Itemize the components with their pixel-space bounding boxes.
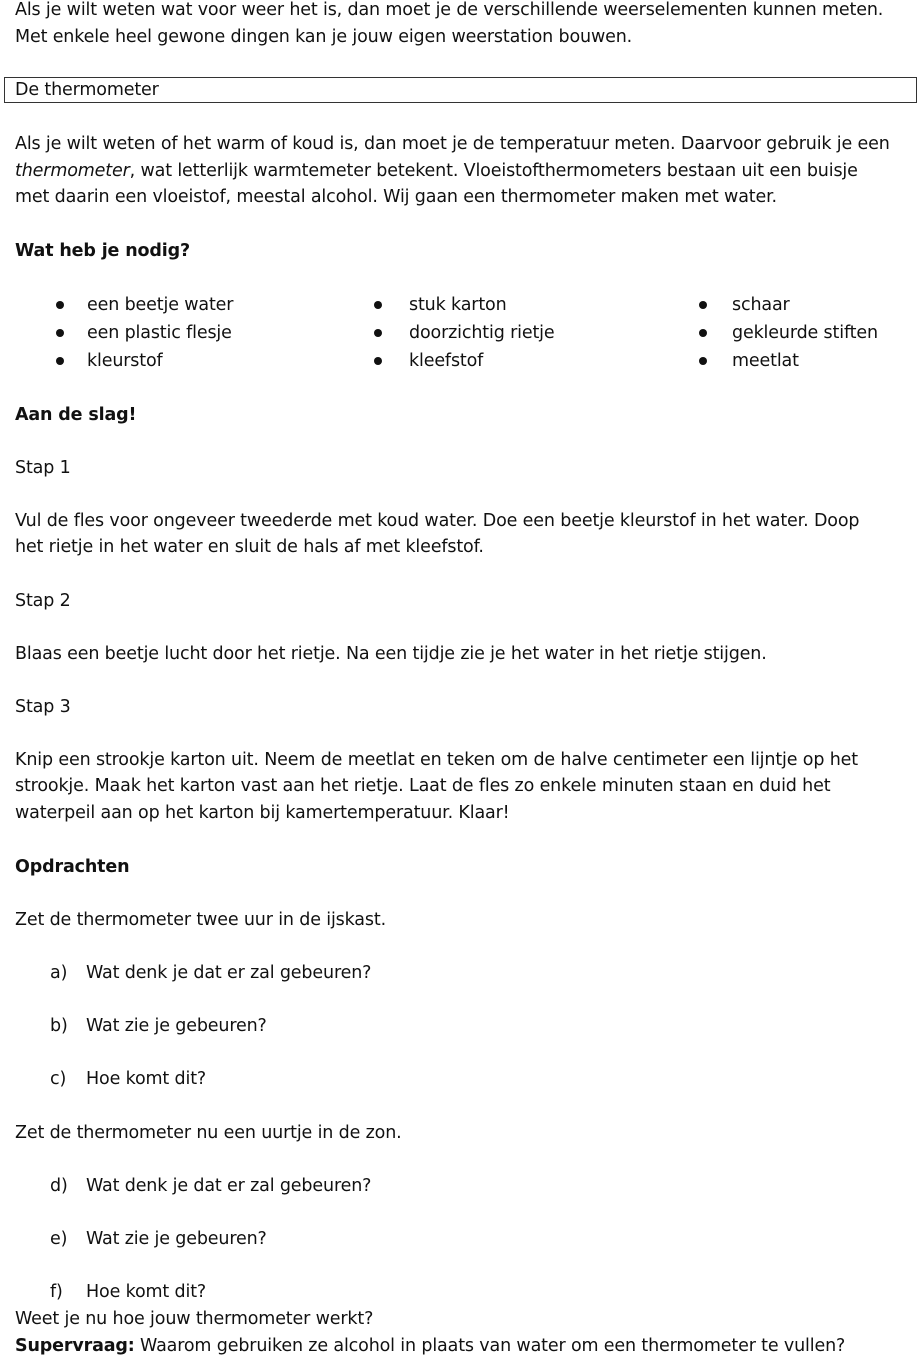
material-label: kleefstof — [409, 351, 484, 371]
step-1-text-line-2: het rietje in het water en sluit de hals af met kleefstof. — [15, 537, 484, 557]
question-item — [50, 1066, 206, 1092]
step-2-label: Stap 2 — [15, 591, 71, 611]
step-3-text-line-3: waterpeil aan op het karton bij kamertemperatuur. Klaar! — [15, 803, 510, 823]
material-label: stuk karton — [409, 295, 507, 315]
description-line-1: Als je wilt weten of het warm of koud is, dan moet je de temperatuur meten. Daarvoor gebruik je een — [15, 134, 890, 154]
section-title: De thermometer — [15, 80, 159, 100]
description-line-2 — [15, 158, 858, 184]
super-question-label: Supervraag: — [15, 1336, 135, 1356]
bullet-icon — [56, 357, 64, 365]
sun-intro: Zet de thermometer nu een uurtje in de zon. — [15, 1123, 402, 1143]
material-label: doorzichtig rietje — [409, 323, 555, 343]
bullet-icon — [374, 301, 382, 309]
question-text: Wat zie je gebeuren? — [86, 1016, 267, 1036]
question-letter: f) — [50, 1282, 63, 1302]
question-item — [50, 1173, 371, 1199]
bullet-icon — [699, 329, 707, 337]
step-1-text-line-1: Vul de fles voor ongeveer tweederde met koud water. Doe een beetje kleurstof in het water. Doop — [15, 511, 860, 531]
intro-line-2: Met enkele heel gewone dingen kan je jouw eigen weerstation bouwen. — [15, 27, 633, 47]
question-letter: e) — [50, 1229, 68, 1249]
instructions-heading: Aan de slag! — [15, 405, 137, 425]
super-question — [15, 1333, 845, 1359]
material-label: een plastic flesje — [87, 323, 232, 343]
material-label: meetlat — [732, 351, 799, 371]
closing-question: Weet je nu hoe jouw thermometer werkt? — [15, 1309, 374, 1329]
question-letter: a) — [50, 963, 68, 983]
question-text: Wat denk je dat er zal gebeuren? — [86, 963, 372, 983]
bullet-icon — [56, 301, 64, 309]
description-line-3: met daarin een vloeistof, meestal alcohol. Wij gaan een thermometer maken met water. — [15, 187, 777, 207]
question-text: Wat zie je gebeuren? — [86, 1229, 267, 1249]
question-letter: c) — [50, 1069, 67, 1089]
intro-line-1: Als je wilt weten wat voor weer het is, dan moet je de verschillende weerselementen kunnen meten. — [15, 0, 884, 20]
material-label: gekleurde stiften — [732, 323, 878, 343]
bullet-icon — [699, 357, 707, 365]
question-text: Hoe komt dit? — [86, 1282, 207, 1302]
material-label: een beetje water — [87, 295, 234, 315]
material-label: schaar — [732, 295, 790, 315]
step-2-text: Blaas een beetje lucht door het rietje. Na een tijdje zie je het water in het rietje stijgen. — [15, 644, 767, 664]
term-thermometer: thermometer — [15, 161, 130, 181]
step-3-text-line-2: strookje. Maak het karton vast aan het rietje. Laat de fles zo enkele minuten staan en duid het — [15, 776, 831, 796]
assignments-heading: Opdrachten — [15, 857, 130, 877]
question-letter: b) — [50, 1016, 68, 1036]
step-3-label: Stap 3 — [15, 697, 71, 717]
bullet-icon — [374, 329, 382, 337]
materials-heading: Wat heb je nodig? — [15, 241, 190, 261]
description-line-2-rest: , wat letterlijk warmtemeter betekent. Vloeistofthermometers bestaan uit een buisje — [129, 161, 858, 181]
section-title-box — [4, 77, 917, 103]
bullet-icon — [374, 357, 382, 365]
question-letter: d) — [50, 1176, 68, 1196]
question-item — [50, 1013, 267, 1039]
question-item — [50, 1279, 206, 1305]
bullet-icon — [56, 329, 64, 337]
step-3-text-line-1: Knip een strookje karton uit. Neem de meetlat en teken om de halve centimeter een lijntje op het — [15, 750, 858, 770]
material-label: kleurstof — [87, 351, 163, 371]
super-question-text: Waarom gebruiken ze alcohol in plaats van water om een thermometer te vullen? — [134, 1336, 846, 1356]
question-item — [50, 1226, 267, 1252]
step-1-label: Stap 1 — [15, 458, 71, 478]
bullet-icon — [699, 301, 707, 309]
fridge-intro: Zet de thermometer twee uur in de ijskast. — [15, 910, 386, 930]
question-item — [50, 960, 371, 986]
question-text: Wat denk je dat er zal gebeuren? — [86, 1176, 372, 1196]
question-text: Hoe komt dit? — [86, 1069, 207, 1089]
